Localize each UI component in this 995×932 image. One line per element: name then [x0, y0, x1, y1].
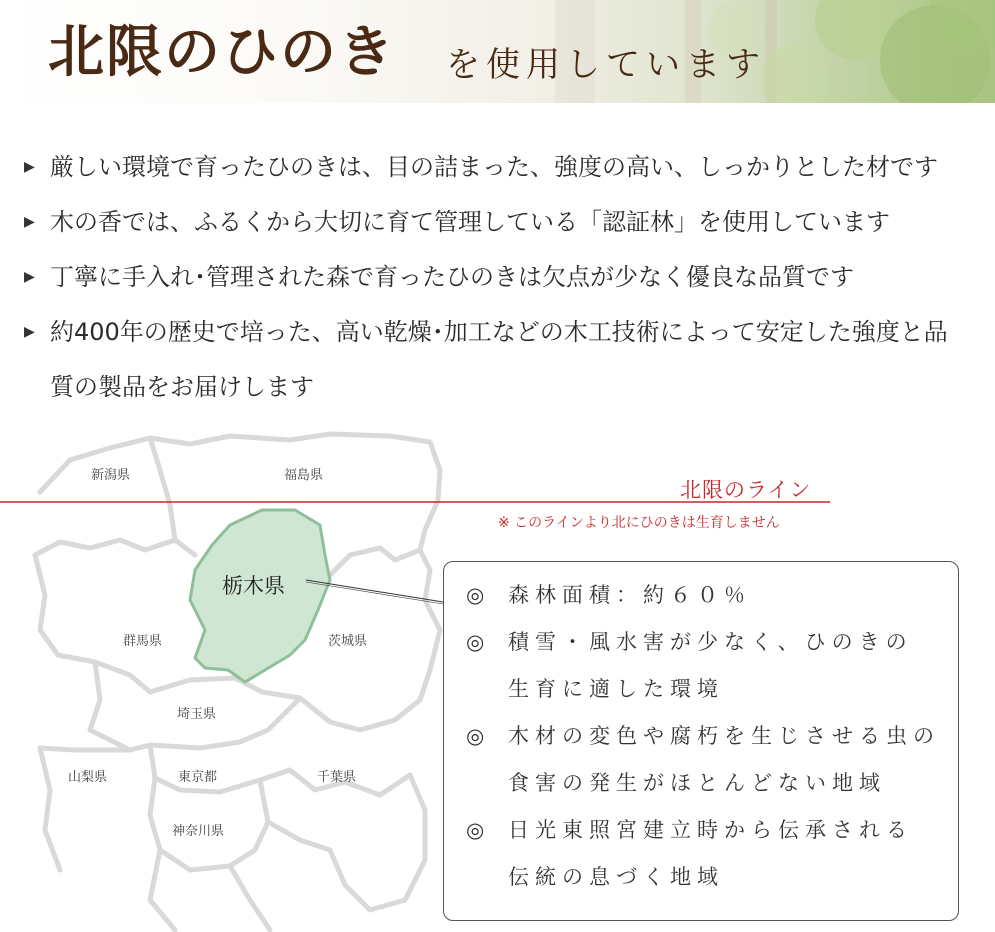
banner-subtitle: を使用しています	[446, 45, 766, 85]
pref-label-saitama: 埼玉県	[177, 707, 217, 722]
northern-limit-note: ※ このラインより北にひのきは生育しません	[498, 515, 780, 531]
info-row	[466, 572, 958, 619]
double-circle-icon: ◎	[466, 724, 485, 748]
double-circle-icon: ◎	[466, 583, 485, 607]
kanto-map	[0, 430, 995, 932]
list-item-text: 約400年の歴史で培った、高い乾燥･加工などの木工技術によって安定した強度と品質の製品をお届けします	[50, 318, 948, 401]
list-item-text: 丁寧に手入れ･管理された森で育ったひのきは欠点が少なく優良な品質です	[50, 263, 854, 291]
double-circle-icon: ◎	[466, 818, 485, 842]
list-item	[24, 195, 974, 250]
pref-label-gunma: 群馬県	[123, 634, 163, 649]
pref-label-tokyo: 東京都	[178, 770, 218, 785]
info-row-continuation	[466, 854, 958, 901]
info-text: 食害の発生がほとんどない地域	[508, 771, 886, 795]
triangle-bullet-icon: ▶	[24, 269, 35, 285]
triangle-bullet-icon: ▶	[24, 214, 35, 230]
info-row	[466, 713, 958, 760]
pref-label-ibaraki: 茨城県	[328, 634, 368, 649]
info-row	[466, 619, 958, 666]
feature-list	[24, 140, 974, 415]
list-item-text: 厳しい環境で育ったひのきは、目の詰まった、強度の高い、しっかりとした材です	[50, 153, 938, 181]
pref-label-kanagawa: 神奈川県	[172, 824, 225, 839]
info-row-continuation	[466, 666, 958, 713]
list-item	[24, 140, 974, 195]
info-row	[466, 807, 958, 854]
pref-label-fukushima: 福島県	[284, 468, 324, 483]
info-text: 日光東照宮建立時から伝承される	[508, 818, 913, 842]
pref-label-chiba: 千葉県	[317, 770, 357, 785]
info-text: 伝統の息づく地域	[508, 865, 724, 889]
double-circle-icon: ◎	[466, 630, 485, 654]
list-item	[24, 305, 974, 415]
info-row-continuation	[466, 760, 958, 807]
pref-label-tochigi: 栃木県	[222, 574, 285, 598]
banner-title: 北限のひのき	[48, 19, 396, 85]
info-text: 生育に適した環境	[508, 677, 724, 701]
info-text: 木材の変色や腐朽を生じさせる虫の	[508, 724, 940, 748]
tochigi-info-box	[443, 561, 959, 921]
list-item-text: 木の香では、ふるくから大切に育て管理している「認証林」を使用しています	[50, 208, 890, 236]
triangle-bullet-icon: ▶	[24, 324, 35, 340]
info-text: 積雪・風水害が少なく、ひのきの	[508, 630, 913, 654]
info-text: 森林面積：約６０％	[508, 583, 751, 607]
pref-label-niigata: 新潟県	[91, 468, 131, 483]
northern-limit-label: 北限のライン	[680, 478, 812, 502]
pref-label-yamanashi: 山梨県	[68, 770, 108, 785]
list-item	[24, 250, 974, 305]
header-banner	[0, 0, 995, 103]
triangle-bullet-icon: ▶	[24, 159, 35, 175]
